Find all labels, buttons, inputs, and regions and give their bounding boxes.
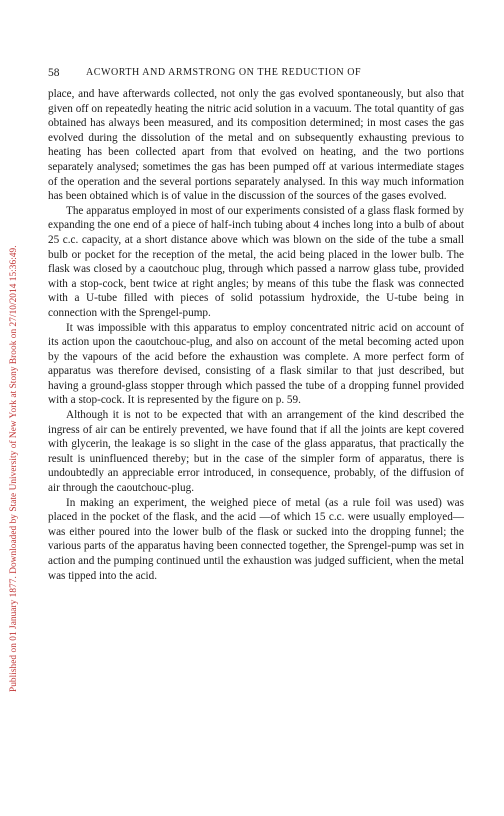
- running-title: ACWORTH AND ARMSTRONG ON THE REDUCTION OF: [86, 67, 362, 78]
- paragraph-2: The apparatus employed in most of our experiments consisted of a glass flask formed by expanding the one end of a piece of half-inch tubing about 4 inches long into a bulb of about 25 c.c. capacity, at a short distance above which was blown on the side of the tube a small bulb or pocket for the reception of the metal, the acid being placed in the lower bulb. The flask was closed by a caoutchouc plug, through which passed a narrow glass tube, provided with a stop-cock, bent twice at right angles; by means of this tube the flask was connected with a U-tube filled with pieces of solid potassium hydroxide, the U-tube being in connection with the Sprengel-pump.: [48, 204, 464, 319]
- download-notice-text: Published on 01 January 1877. Downloaded by State University of New York at Stony Brook on 27/10/2014 15:36:49.: [9, 245, 19, 692]
- paragraph-4: Although it is not to be expected that with an arrangement of the kind described the ingress of air can be entirely prevented, we have found that if all the joints are kept covered with glycerin, the leakage is so slight in the case of the glass apparatus, that practically the result is uninfluenced thereby; but in the case of the simpler form of apparatus, there is undoubtedly an appreciable error introduced, in consequence, probably, of the diffusion of air through the caoutchouc-plug.: [48, 409, 464, 495]
- paragraph-3: It was impossible with this apparatus to employ concentrated nitric acid on account of its action upon the caoutchouc-plug, and also on account of the metal becoming acted upon by the vapours of the acid before the exhaustion was complete. A more perfect form of apparatus was therefore devised, consisting of a flask similar to that just described, but having a ground-glass stopper through which passed the tube of a dropping funnel provided with a stop-cock. It is represented by the figure on p. 59.: [48, 321, 464, 407]
- page-header: [48, 66, 468, 80]
- paragraph-1: place, and have afterwards collected, not only the gas evolved spontaneously, but also that given off on repeatedly heating the nitric acid solution in a vacuum. The total quantity of gas obtained has always been measured, and its composition determined; in most cases the gas evolved during the dissolution of the metal and on subsequently exhausting previous to heating has been collected apart from that evolved on heating, and the two portions separately analysed; sometimes the gas has been pumped off at various intermediate stages of the operation and the several portions separately analysed. In this way much information has been obtained which is of value in the discussion of the sources of the gases evolved.: [48, 88, 464, 203]
- download-notice: [6, 22, 22, 692]
- paragraph-5: In making an experiment, the weighed piece of metal (as a rule foil was used) was placed in the pocket of the flask, and the acid —of which 15 c.c. were usually employed—was either poured into the lower bulb of the flask or sucked into the dropping funnel; the various parts of the apparatus having been connected together, the Sprengel-pump was set in action and the pumping continued until the exhaustion was judged sufficient, when the metal was tipped into the acid.: [48, 496, 464, 582]
- article-body: [48, 87, 464, 583]
- page-number: 58: [48, 67, 60, 79]
